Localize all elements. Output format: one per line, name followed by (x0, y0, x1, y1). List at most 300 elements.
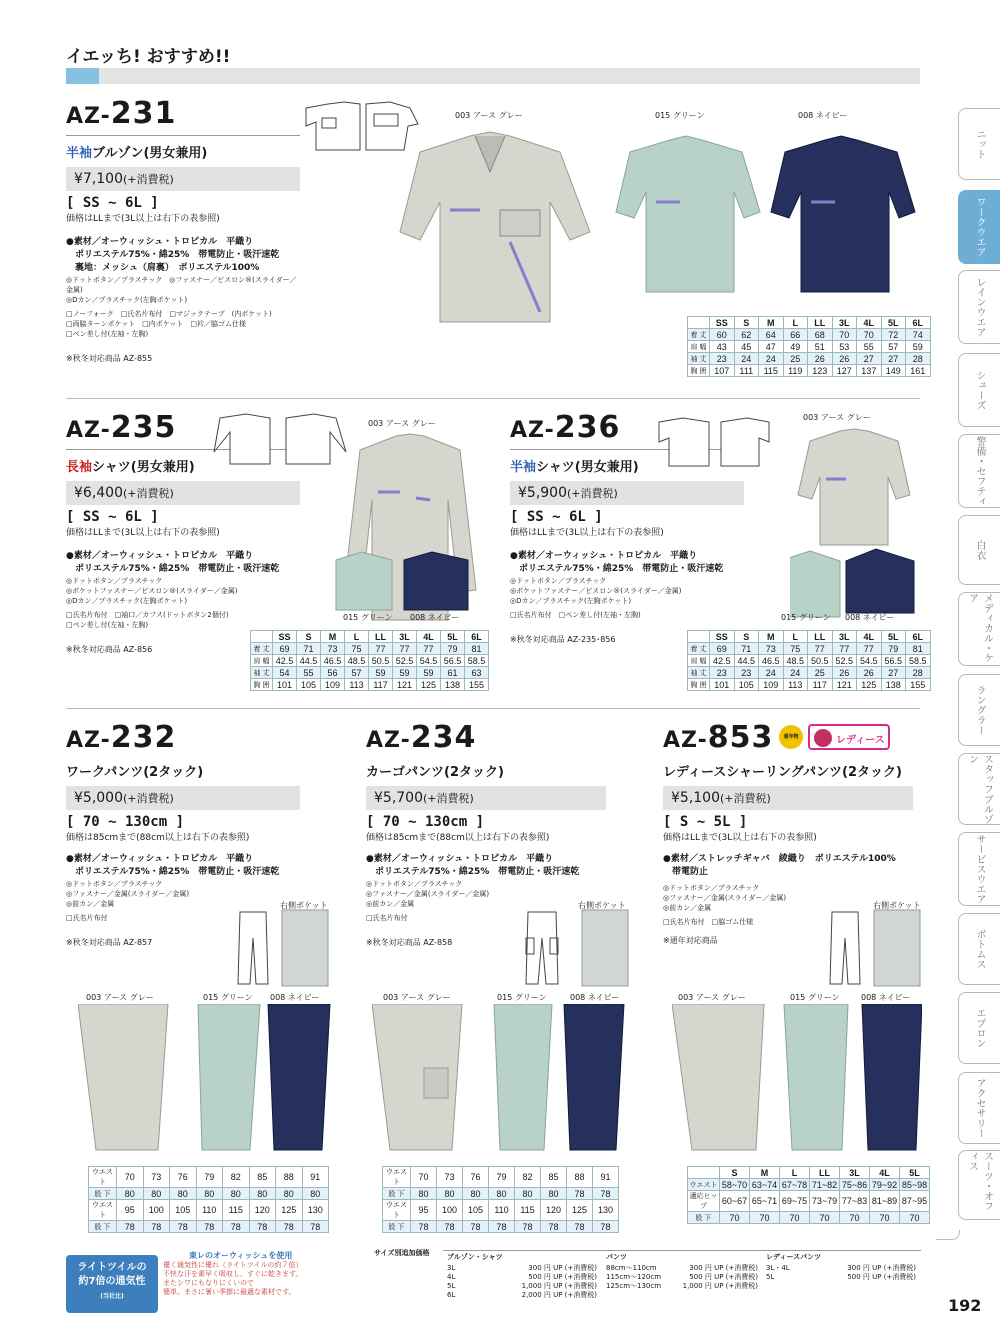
spec-line: 裏地：メッシュ（肩裏） ポリエステル100% (66, 263, 260, 273)
table-cell: 26 (832, 667, 857, 679)
table-cell: 47 (759, 341, 784, 353)
sidebar-tab[interactable]: シューズ (958, 353, 1000, 427)
table-cell: 51 (808, 341, 833, 353)
color-label: 008 ネイビー (570, 993, 620, 1002)
table-cell: 70 (832, 329, 857, 341)
size-range: [ S ~ 5L ] (663, 814, 748, 830)
tax-note: (+消費税) (123, 792, 174, 805)
extra-col-shirts (447, 1264, 597, 1300)
spec-line: ポリエステル75%・綿25% 帯電防止・吸汗速乾 (66, 867, 280, 877)
table-cell: 105 (463, 1200, 489, 1221)
ladies-label: レディース (836, 735, 885, 746)
table-cell: 81~89 (870, 1191, 900, 1212)
sidebar-tab[interactable]: エプロン (958, 992, 1000, 1064)
spec-line: 帯電防止 (663, 867, 709, 877)
size-label: 5L (766, 1273, 775, 1281)
sidebar-tab[interactable]: レインウエア (958, 270, 1000, 344)
table-cell: 55 (297, 667, 321, 679)
table-cell: 78 (489, 1221, 515, 1233)
extra-price-row (447, 1264, 597, 1273)
spec-line: ●素材／オーウィッシュ・トロピカル 平織り (366, 854, 554, 864)
table-cell: 55 (857, 341, 882, 353)
table-cell: 56.5 (441, 655, 465, 667)
table-cell: 69 (273, 643, 297, 655)
code-number: 235 (110, 410, 177, 445)
table-cell: 81 (906, 643, 931, 655)
table-cell: 149 (881, 365, 906, 377)
tax-note: (+消費税) (123, 173, 174, 186)
row-label: 胸 囲 (688, 679, 710, 691)
table-cell: 60~67 (720, 1191, 750, 1212)
row-label: ウエスト (383, 1200, 411, 1221)
table-cell: 138 (881, 679, 906, 691)
code-number: 234 (410, 720, 477, 755)
table-cell: 113 (783, 679, 808, 691)
table-cell: M (321, 631, 345, 643)
size-label: 3L (447, 1264, 456, 1272)
table-cell: 73 (321, 643, 345, 655)
size-range: [ SS ~ 6L ] (66, 195, 159, 211)
color-label: 008 ネイビー (845, 613, 895, 622)
table-cell: 155 (906, 679, 931, 691)
table-cell: 6L (906, 317, 931, 329)
extra-price-row (606, 1273, 758, 1282)
price: ¥6,400 (74, 485, 123, 501)
price: ¥5,100 (671, 790, 720, 806)
table-cell: 70 (780, 1212, 810, 1224)
row-label: 股 下 (383, 1188, 411, 1200)
table-cell: 24 (734, 353, 759, 365)
option-line: □氏名片布付 (366, 914, 408, 922)
divider (66, 135, 300, 136)
price-note: 価格はLLまで(3L以上は右下の表参照) (66, 528, 220, 538)
jacket-grey (400, 132, 590, 322)
table-cell: L (783, 317, 808, 329)
year-round-badge: 通年物 (779, 725, 803, 749)
row-label (688, 1167, 720, 1179)
autumn-note: ※秋冬対応商品 AZ-235･856 (510, 635, 616, 644)
table-cell: 28 (906, 353, 931, 365)
table-cell: 75 (783, 643, 808, 655)
table-cell: 78 (223, 1221, 250, 1233)
table-cell: 23 (710, 667, 735, 679)
table-cell: 59 (906, 341, 931, 353)
price: ¥7,100 (74, 171, 123, 187)
table-cell: L (345, 631, 369, 643)
table-cell: 78 (437, 1221, 463, 1233)
table-cell: 54.5 (417, 655, 441, 667)
size-label: 6L (447, 1291, 456, 1299)
table-cell: 44.5 (734, 655, 759, 667)
table-cell: 5L (441, 631, 465, 643)
page-corner (936, 1230, 960, 1240)
table-cell: 70 (720, 1212, 750, 1224)
promo-title: 東レのオーウィッシュを使用 (189, 1251, 293, 1260)
sidebar-tab[interactable]: メディカル・ケア (958, 592, 1000, 666)
row-label: ウエスト (383, 1167, 411, 1188)
table-row (688, 365, 931, 377)
table-cell: 70 (870, 1212, 900, 1224)
table-cell: 78 (302, 1221, 329, 1233)
option-line: ◎ドットボタン／プラスチック (366, 880, 463, 888)
promo-line: またシワにもなりにくいので (163, 1279, 254, 1287)
option-line: □ノーフォーク □氏名片布付 □マジックテープ (内ポケット) (66, 310, 272, 318)
table-cell: 70 (857, 329, 882, 341)
price: ¥5,000 (74, 790, 123, 806)
table-cell: 54 (273, 667, 297, 679)
table-cell: 78 (593, 1221, 619, 1233)
table-cell: 101 (710, 679, 735, 691)
pants-photos (372, 1004, 632, 1152)
table-cell: 3L (832, 317, 857, 329)
table-cell: 70 (840, 1212, 870, 1224)
code-number: 853 (707, 720, 774, 755)
table-row (89, 1188, 329, 1200)
col-title: レディースパンツ (766, 1253, 822, 1261)
table-header-row (688, 1167, 930, 1179)
option-line: □両脇ターンポケット □内ポケット □衿／脇ゴム仕様 (66, 320, 247, 328)
code-prefix: AZ- (66, 104, 111, 129)
table-cell: 27 (857, 353, 882, 365)
table-cell: 50.5 (808, 655, 833, 667)
table-cell: 75 (345, 643, 369, 655)
table-cell: 4L (417, 631, 441, 643)
option-line: ◎ファスナー／金属(スライダー／金属) (663, 894, 787, 902)
table-cell: 5L (881, 317, 906, 329)
table-cell: 54.5 (857, 655, 882, 667)
sidebar-tab[interactable]: ボトムス (958, 913, 1000, 985)
table-cell: 80 (170, 1188, 197, 1200)
table-row (251, 667, 489, 679)
price-up: 2,000 円 UP (+消費税) (521, 1291, 597, 1299)
product-name: カーゴパンツ(2タック) (366, 765, 504, 780)
sidebar-tab[interactable]: スタッフブルゾン (958, 753, 1000, 825)
table-cell: 109 (759, 679, 784, 691)
option-line: ◎ドットボタン／プラスチック (66, 577, 163, 585)
table-cell: 105 (170, 1200, 197, 1221)
table-cell: 70 (411, 1167, 437, 1188)
row-label: 肩 幅 (688, 655, 710, 667)
table-cell: 73 (143, 1167, 170, 1188)
table-cell: 120 (249, 1200, 276, 1221)
table-cell: 6L (906, 631, 931, 643)
autumn-note: ※秋冬対応商品 AZ-858 (366, 938, 453, 947)
row-label: 股 下 (688, 1212, 720, 1224)
table-cell: 110 (489, 1200, 515, 1221)
table-cell: 115 (759, 365, 784, 377)
table-cell: 63~74 (750, 1179, 780, 1191)
code-prefix: AZ- (510, 418, 555, 443)
table-cell: 52.5 (393, 655, 417, 667)
table-cell: 85 (249, 1167, 276, 1188)
sidebar-tab[interactable]: ニット (958, 108, 1000, 180)
color-label: 015 グリーン (790, 993, 840, 1002)
table-cell: 80 (143, 1188, 170, 1200)
price-box (66, 167, 300, 191)
table-cell: 107 (710, 365, 735, 377)
promo-line: 優く通気性に優れ（ライトツイルの約７倍） (163, 1261, 303, 1269)
table-cell: 4L (857, 317, 882, 329)
table-cell: S (734, 317, 759, 329)
row-label: 着 丈 (688, 329, 710, 341)
option-line: ◎ファスナー／金属(スライダー／金属) (366, 890, 490, 898)
table-cell: 58.5 (465, 655, 489, 667)
table-cell: 4L (857, 631, 882, 643)
option-line: ◎Dカン／プラスチック(左胸ポケット) (66, 597, 188, 605)
section-divider (66, 708, 920, 709)
price-up: 300 円 UP (+消費税) (847, 1264, 916, 1272)
spec-line: ポリエステル75%・綿25% 帯電防止・吸汗速乾 (66, 564, 280, 574)
table-cell: 27 (881, 667, 906, 679)
table-cell: 59 (417, 667, 441, 679)
sidebar-tab[interactable]: サービスウエア (958, 832, 1000, 906)
extra-price-row (766, 1273, 916, 1282)
jacket-green (616, 136, 760, 292)
table-cell: 78 (170, 1221, 197, 1233)
pants-photos (672, 1004, 922, 1152)
sidebar-tab[interactable]: 白衣 (958, 515, 1000, 585)
table-cell: 73 (437, 1167, 463, 1188)
table-cell: 78 (463, 1221, 489, 1233)
table-cell: 42.5 (710, 655, 735, 667)
option-line: ◎ポケットファスナー／ビスロン®(スライダー／金属) (510, 587, 682, 595)
table-cell: 58~70 (720, 1179, 750, 1191)
color-label: 003 アース グレー (86, 993, 154, 1002)
product-code (366, 720, 606, 755)
spec-line: ポリエステル75%・綿25% 帯電防止・吸汗速乾 (66, 250, 280, 260)
extra-col-ladies (766, 1264, 916, 1282)
price-box (510, 481, 744, 505)
row-label: 袖 丈 (251, 667, 273, 679)
table-cell: 120 (541, 1200, 567, 1221)
table-cell: 80 (249, 1188, 276, 1200)
sidebar-tab[interactable]: ラングラー (958, 674, 1000, 746)
table-cell: 74 (906, 329, 931, 341)
price-up: 300 円 UP (+消費税) (689, 1264, 758, 1272)
color-label: 015 グリーン (497, 993, 547, 1002)
option-line: ◎ポケットファスナー／ビスロン®(スライダー／金属) (66, 587, 238, 595)
price-note: 価格はLLまで(3L以上は右下の表参照) (66, 214, 220, 224)
table-cell: 91 (302, 1167, 329, 1188)
promo-line: 不快な汗を素早く吸収し、すぐに乾きます。 (163, 1270, 303, 1278)
table-cell: 95 (117, 1200, 144, 1221)
size-label: 5L (447, 1282, 456, 1290)
sidebar-tab[interactable]: スーツ・オフィス (958, 1150, 1000, 1220)
table-cell: LL (808, 631, 833, 643)
table-cell: SS (710, 317, 735, 329)
table-cell: 80 (223, 1188, 250, 1200)
table-row (688, 341, 931, 353)
ladies-mascot-icon (814, 729, 832, 747)
table-cell: 79~92 (870, 1179, 900, 1191)
spec-line: ポリエステル75%・綿25% 帯電防止・吸汗速乾 (510, 564, 724, 574)
table-cell: 70 (900, 1212, 930, 1224)
extra-price-row (606, 1282, 758, 1291)
table-cell: 77 (417, 643, 441, 655)
table-header-row (688, 631, 931, 643)
table-cell: SS (273, 631, 297, 643)
table-cell: 80 (437, 1188, 463, 1200)
shirt-line-drawing (210, 412, 350, 474)
table-cell: 3L (393, 631, 417, 643)
table-cell: 95 (411, 1200, 437, 1221)
code-prefix: AZ- (66, 418, 111, 443)
table-cell: 23 (734, 667, 759, 679)
size-range: [ SS ~ 6L ] (66, 509, 159, 525)
table-header-row (251, 631, 489, 643)
code-number: 236 (554, 410, 621, 445)
color-label: 015 グリーン (781, 613, 831, 622)
table-cell: 53 (832, 341, 857, 353)
table-cell: 109 (321, 679, 345, 691)
color-label: 008 ネイビー (410, 613, 460, 622)
spec-line: ●素材／オーウィッシュ・トロピカル 平織り (66, 854, 254, 864)
table-cell: 105 (297, 679, 321, 691)
size-range: [ 70 ~ 130cm ] (66, 814, 185, 830)
table-cell: S (734, 631, 759, 643)
table-cell: 5L (900, 1167, 930, 1179)
table-cell: 3L (832, 631, 857, 643)
spec-line: ポリエステル75%・綿25% 帯電防止・吸汗速乾 (366, 867, 580, 877)
table-cell: 66 (783, 329, 808, 341)
size-label: 115cm～120cm (606, 1273, 662, 1281)
extra-price-row (447, 1273, 597, 1282)
table-row (688, 353, 931, 365)
option-line: □氏名片布付 □袖口／カフス(ドットボタン2個付) (66, 611, 229, 619)
table-cell: 56 (321, 667, 345, 679)
sidebar-tab[interactable]: ワークウエア (958, 190, 1000, 264)
table-cell: M (759, 317, 784, 329)
option-line: ◎Dカン／プラスチック(左胸ポケット) (66, 296, 188, 304)
row-label: 肩 幅 (251, 655, 273, 667)
table-cell: 80 (515, 1188, 541, 1200)
promo-line: 簡単。まさに暑い季節に最適な素材です。 (163, 1288, 296, 1296)
table-cell: 48.5 (345, 655, 369, 667)
table-cell: 62 (734, 329, 759, 341)
table-cell: 127 (832, 365, 857, 377)
table-cell: 64 (759, 329, 784, 341)
pants-line-drawing (520, 908, 632, 988)
table-cell: 49 (783, 341, 808, 353)
table-cell: 101 (273, 679, 297, 691)
option-line: ◎ファスナー／金属(スライダー／金属) (66, 890, 190, 898)
row-label (688, 631, 710, 643)
table-cell: 70 (117, 1167, 144, 1188)
table-cell: 70 (810, 1212, 840, 1224)
tax-note: (+消費税) (123, 487, 174, 500)
table-cell: 26 (857, 667, 882, 679)
table-cell: 85~98 (900, 1179, 930, 1191)
table-row (688, 1179, 930, 1191)
name-rest: シャツ(男女兼用) (92, 460, 195, 475)
product-code (66, 720, 300, 755)
table-cell: 70 (750, 1212, 780, 1224)
table-cell: 69~75 (780, 1191, 810, 1212)
table-cell: 88 (276, 1167, 303, 1188)
table-cell: 46.5 (321, 655, 345, 667)
table-cell: 80 (302, 1188, 329, 1200)
row-label: 着 丈 (688, 643, 710, 655)
product-az231 (66, 96, 300, 364)
color-label: 003 アース グレー (455, 111, 523, 120)
extra-price-row (766, 1264, 916, 1273)
table-cell: 24 (759, 667, 784, 679)
table-cell: 26 (832, 353, 857, 365)
table-cell: 138 (441, 679, 465, 691)
table-cell: 155 (465, 679, 489, 691)
sidebar-tab[interactable]: アクセサリー (958, 1072, 1000, 1144)
table-cell: 100 (437, 1200, 463, 1221)
table-cell: L (780, 1167, 810, 1179)
col-title: パンツ (606, 1253, 627, 1261)
table-row (688, 679, 931, 691)
spec-line: ●素材／ストレッチギャバ 綾織り ポリエステル100% (663, 854, 896, 864)
option-line: □氏名片布付 □脇ゴム仕様 (663, 918, 754, 926)
table-cell: 67~78 (780, 1179, 810, 1191)
pants-line-drawing (232, 908, 332, 988)
table-cell: 43 (710, 341, 735, 353)
table-cell: 23 (710, 353, 735, 365)
name-highlight: 半袖 (510, 460, 537, 475)
extra-price-label: サイズ別追加価格 (374, 1249, 430, 1257)
tax-note: (+消費税) (567, 487, 618, 500)
jacket-navy (771, 136, 915, 292)
sidebar-tab[interactable]: 警備・セフティ (958, 434, 1000, 508)
option-line: ◎ドットボタン／プラスチック (66, 880, 163, 888)
table-cell: 79 (196, 1167, 223, 1188)
table-cell: 77 (393, 643, 417, 655)
table-cell: LL (810, 1167, 840, 1179)
title-bar-accent (66, 68, 99, 84)
table-cell: 76 (463, 1167, 489, 1188)
table-cell: 110 (196, 1200, 223, 1221)
extra-price-row (606, 1264, 758, 1273)
color-label: 015 グリーン (343, 613, 393, 622)
table-cell: 130 (302, 1200, 329, 1221)
page-number: 192 (948, 1296, 982, 1315)
table-cell: 91 (593, 1167, 619, 1188)
price-box (66, 481, 300, 505)
table-cell: 78 (593, 1188, 619, 1200)
table-cell: 26 (808, 353, 833, 365)
table-cell: 44.5 (297, 655, 321, 667)
price-note: 価格は85cmまで(88cm以上は右下の表参照) (66, 833, 250, 843)
breathability-badge (66, 1255, 158, 1313)
table-cell: LL (369, 631, 393, 643)
price: ¥5,700 (374, 790, 423, 806)
table-cell: 85 (541, 1167, 567, 1188)
extra-price-row (447, 1282, 597, 1291)
table-cell: 57 (345, 667, 369, 679)
product-code (66, 96, 300, 131)
table-cell: 119 (783, 365, 808, 377)
table-cell: 25 (783, 353, 808, 365)
table-cell: 78 (143, 1221, 170, 1233)
table-cell: 45 (734, 341, 759, 353)
tax-note: (+消費税) (423, 792, 474, 805)
option-line: □ペン差し付(左袖・左胸) (66, 330, 149, 338)
price-note: 価格はLLまで(3L以上は右下の表参照) (663, 833, 817, 843)
code-prefix: AZ- (66, 728, 111, 753)
table-row (383, 1221, 619, 1233)
table-cell: 80 (276, 1188, 303, 1200)
shirt-photo-small (332, 550, 472, 612)
badge-note: (当社比) (100, 1293, 124, 1300)
size-range: [ SS ~ 6L ] (510, 509, 603, 525)
color-label: 003 アース グレー (383, 993, 451, 1002)
table-row (251, 679, 489, 691)
price-box (366, 786, 606, 810)
